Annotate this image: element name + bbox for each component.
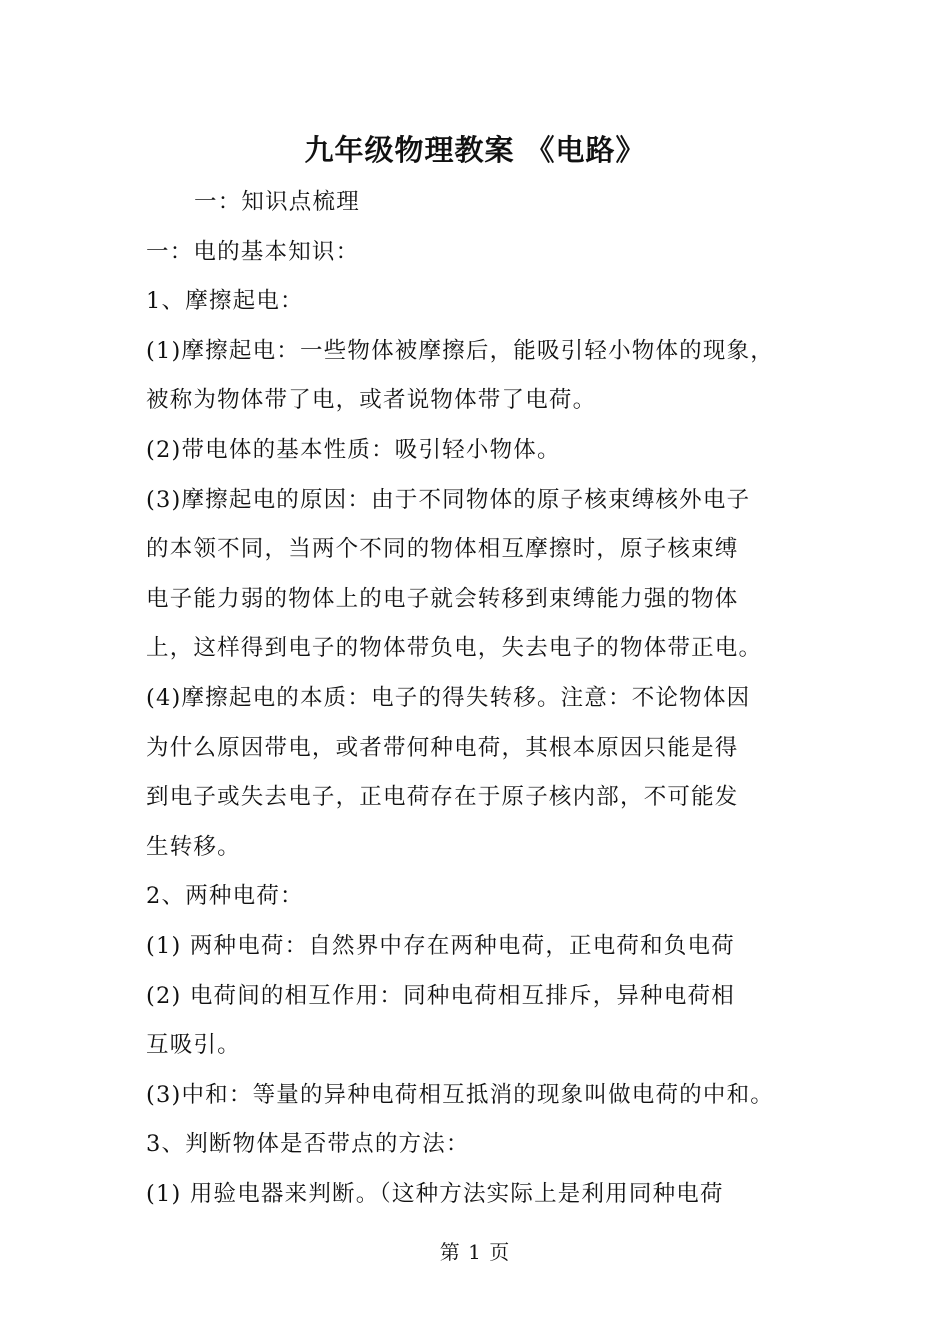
- text-line: (3)摩擦起电的原因：由于不同物体的原子核束缚核外电子: [146, 486, 751, 513]
- text-line: 一：电的基本知识：: [146, 238, 360, 265]
- text-line: 1、摩擦起电：: [146, 288, 304, 315]
- section-heading: 一：知识点梳理: [194, 189, 360, 215]
- page-number: 第 1 页: [439, 1240, 511, 1264]
- text-line: 被称为物体带了电，或者说物体带了电荷。: [146, 387, 597, 414]
- document-body: [146, 178, 826, 1219]
- text-line: (2)带电体的基本性质：吸引轻小物体。: [146, 436, 561, 463]
- text-line: (4)摩擦起电的本质：电子的得失转移。注意：不论物体因: [146, 684, 751, 711]
- text-line: 上，这样得到电子的物体带负电，失去电子的物体带正电。: [146, 635, 763, 662]
- text-line: 到电子或失去电子，正电荷存在于原子核内部，不可能发: [146, 784, 739, 811]
- text-line: 的本领不同，当两个不同的物体相互摩擦时，原子核束缚: [146, 536, 739, 563]
- text-line: 电子能力弱的物体上的电子就会转移到束缚能力强的物体: [146, 585, 739, 612]
- text-line: 互吸引。: [146, 1032, 241, 1059]
- text-line: 生转移。: [146, 833, 241, 860]
- text-line: (1) 两种电荷：自然界中存在两种电荷，正电荷和负电荷: [146, 932, 735, 959]
- text-line: 3、判断物体是否带点的方法：: [146, 1131, 470, 1158]
- text-line: (3)中和：等量的异种电荷相互抵消的现象叫做电荷的中和。: [146, 1081, 774, 1108]
- text-line: 为什么原因带电，或者带何种电荷，其根本原因只能是得: [146, 734, 739, 761]
- page-title: 九年级物理教案 《电路》: [304, 133, 646, 167]
- text-line: (2) 电荷间的相互作用：同种电荷相互排斥，异种电荷相: [146, 982, 735, 1009]
- text-line: 2、两种电荷：: [146, 883, 304, 910]
- text-line: (1)摩擦起电：一些物体被摩擦后，能吸引轻小物体的现象，: [146, 337, 774, 364]
- text-line: (1) 用验电器来判断。（这种方法实际上是利用同种电荷: [146, 1180, 724, 1207]
